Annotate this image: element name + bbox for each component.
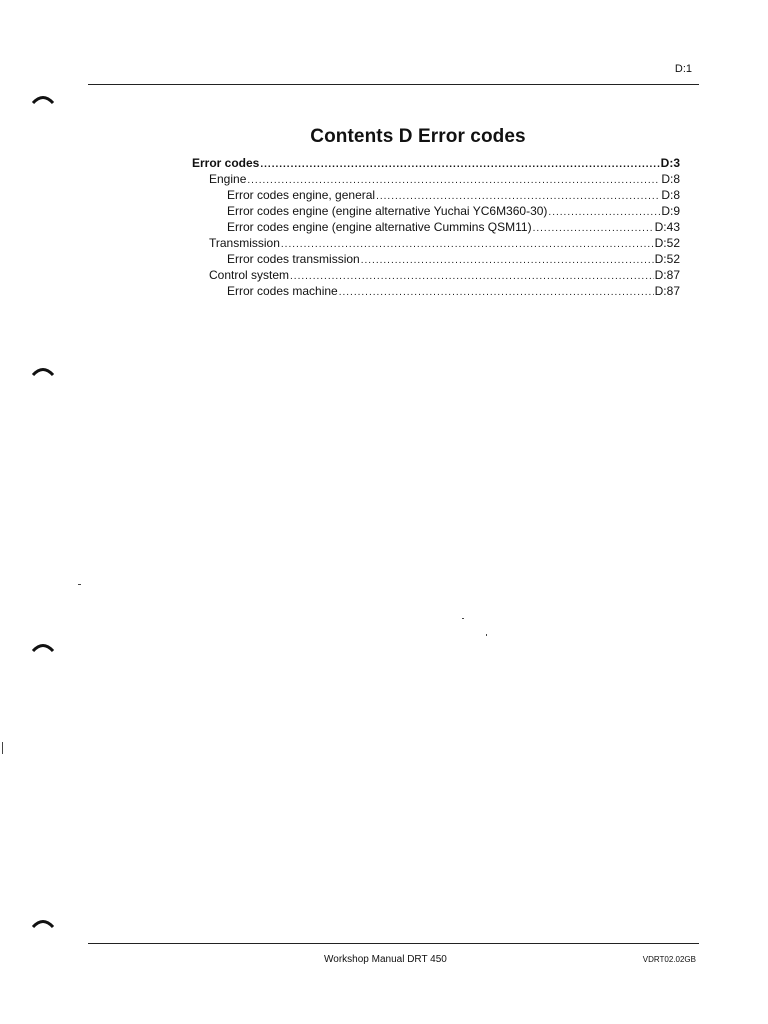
toc-entry-page: D:8 (661, 172, 680, 186)
footer-doc-code: VDRT02.02GB (642, 955, 696, 964)
toc-leader-dots (361, 253, 654, 268)
toc-entry-engine[interactable] (192, 172, 680, 188)
binder-hole-mark (32, 918, 54, 928)
toc-entry-page: D:3 (660, 156, 680, 170)
toc-entry-page: D:87 (654, 268, 680, 282)
scan-speck (486, 634, 487, 636)
scan-speck (462, 618, 464, 619)
toc-entry-label: Error codes transmission (227, 252, 360, 266)
toc-entry-label: Transmission (209, 236, 280, 250)
footer-rule (88, 943, 699, 944)
toc-entry-transmission[interactable] (192, 236, 680, 252)
toc-entry-error-codes-machine[interactable] (192, 284, 680, 300)
toc-entry-label: Error codes engine, general (227, 188, 376, 202)
toc-entry-page: D:8 (661, 188, 680, 202)
footer-manual-title: Workshop Manual DRT 450 (324, 954, 447, 965)
toc-entry-control-system[interactable] (192, 268, 680, 284)
scan-speck (2, 742, 3, 754)
toc-entry-label: Engine (209, 172, 247, 186)
toc-entry-page: D:52 (654, 252, 680, 266)
header-rule (88, 84, 699, 85)
page-title: Contents D Error codes (310, 126, 526, 147)
toc-leader-dots (281, 237, 654, 252)
toc-leader-dots (533, 221, 654, 236)
binder-hole-mark (32, 366, 54, 376)
toc-leader-dots (260, 157, 659, 172)
toc-entry-label: Error codes engine (engine alternative Yuchai YC6M360-30) (227, 204, 548, 218)
toc-entry-label: Control system (209, 268, 290, 282)
toc-entry-error-codes[interactable] (192, 156, 680, 172)
toc-entry-error-codes-engine-cummins[interactable] (192, 220, 680, 236)
binder-hole-mark (32, 642, 54, 652)
toc-entry-page: D:9 (661, 204, 680, 218)
toc-entry-page: D:43 (654, 220, 680, 234)
toc-leader-dots (247, 173, 660, 188)
toc-entry-label: Error codes engine (engine alternative Cummins QSM11) (227, 220, 532, 234)
toc-leader-dots (290, 269, 654, 284)
toc-entry-error-codes-engine-yuchai[interactable] (192, 204, 680, 220)
page-number: D:1 (674, 63, 692, 75)
toc-leader-dots (376, 189, 660, 204)
toc-leader-dots (548, 205, 660, 220)
toc-entry-label: Error codes (192, 156, 260, 170)
toc-leader-dots (339, 285, 654, 300)
toc-entry-error-codes-transmission[interactable] (192, 252, 680, 268)
table-of-contents (192, 156, 680, 300)
toc-entry-label: Error codes machine (227, 284, 338, 298)
toc-entry-error-codes-engine-general[interactable] (192, 188, 680, 204)
toc-entry-page: D:87 (654, 284, 680, 298)
binder-hole-mark (32, 94, 54, 104)
scan-speck (78, 584, 81, 585)
toc-entry-page: D:52 (654, 236, 680, 250)
